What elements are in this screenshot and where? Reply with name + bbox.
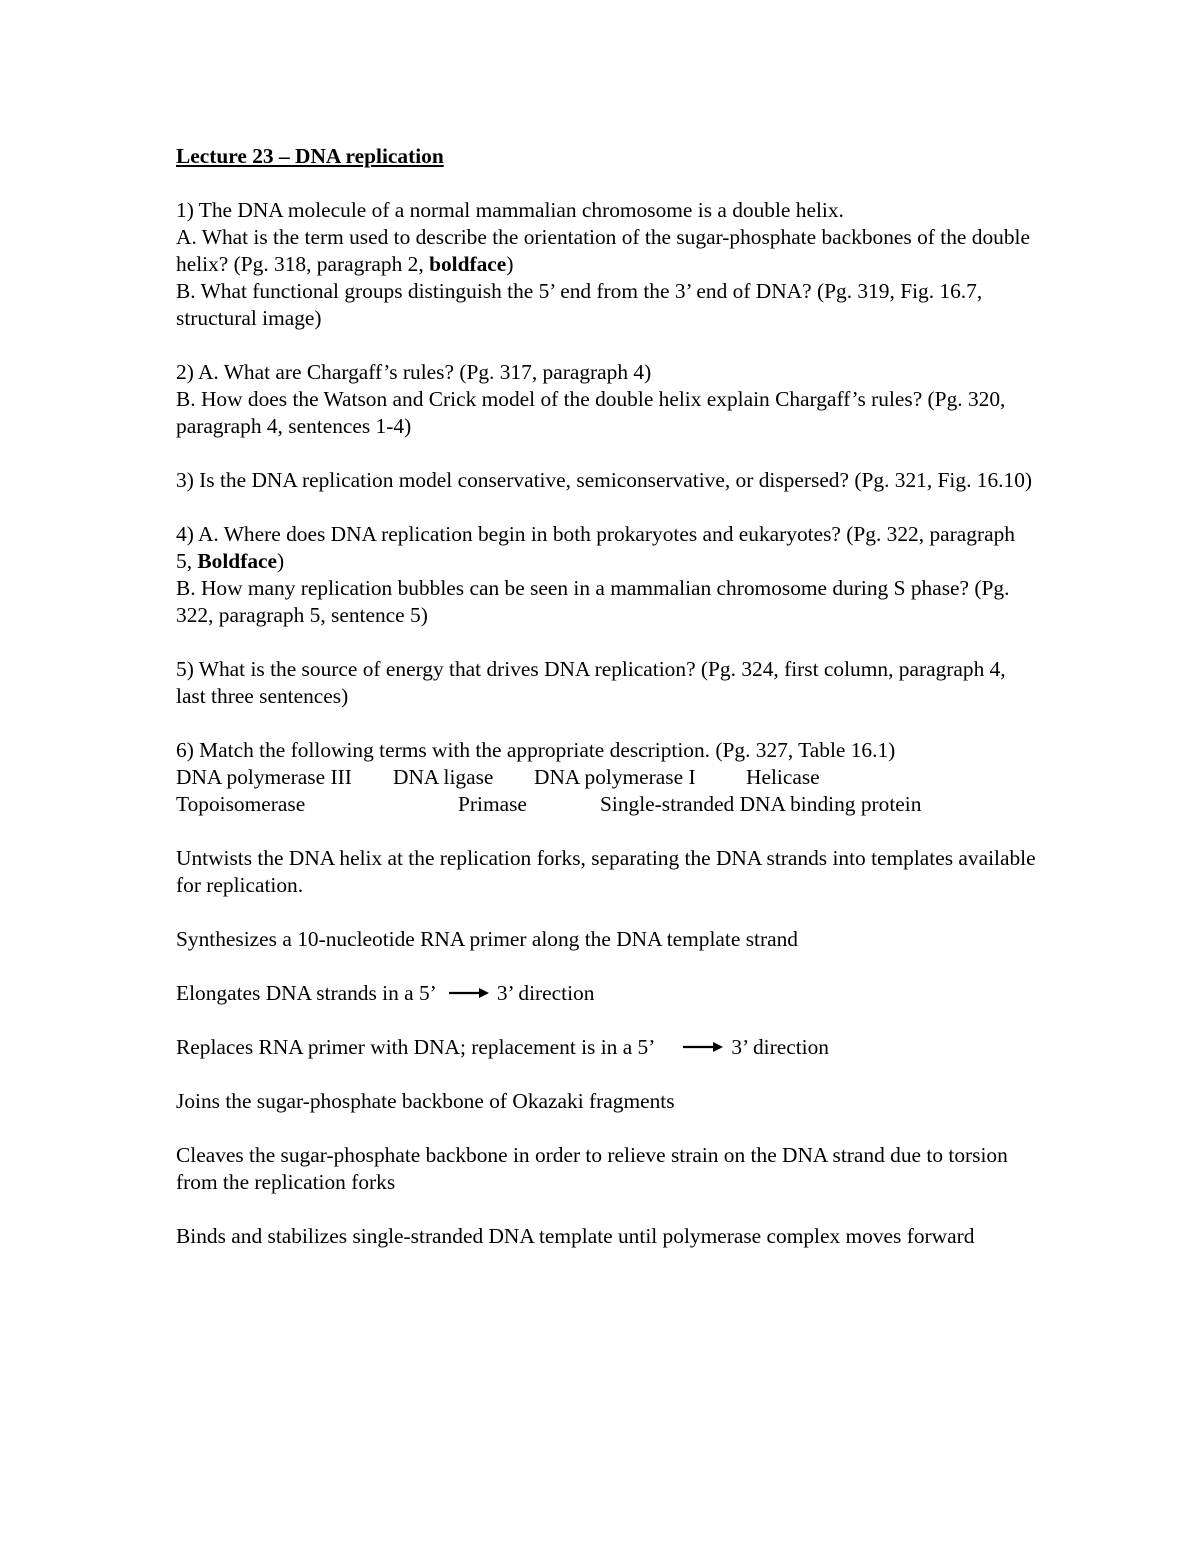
description-4-text: Replaces RNA primer with DNA; replacement is in a 5’: [176, 1035, 656, 1059]
right-arrow-icon: [449, 980, 489, 1007]
description-3-text: Elongates DNA strands in a 5’: [176, 981, 437, 1005]
terms-row-2: [176, 791, 1036, 818]
lecture-title: Lecture 23 – DNA replication: [176, 144, 444, 168]
description-5: [176, 1088, 1036, 1115]
question-4a-text: 4) A. Where does DNA replication begin in both prokaryotes and eukaryotes? (Pg. 322, paragraph 5,: [176, 522, 1015, 573]
question-2a: 2) A. What are Chargaff’s rules? (Pg. 317, paragraph 4): [176, 360, 652, 384]
question-1: [176, 197, 1036, 332]
question-1a-text: A. What is the term used to describe the orientation of the sugar-phosphate backbones of the double helix? (Pg. 318, paragraph 2,: [176, 225, 1030, 276]
question-3: [176, 467, 1036, 494]
description-2-text: Synthesizes a 10-nucleotide RNA primer along the DNA template strand: [176, 927, 798, 951]
question-4: [176, 521, 1036, 629]
description-3: [176, 980, 1036, 1007]
description-3-line: [176, 980, 1036, 1007]
term-dna-polymerase-i: DNA polymerase I: [534, 765, 696, 789]
terms-row-1: [176, 764, 1036, 791]
document-page: [176, 143, 1036, 1277]
question-6: [176, 737, 1036, 818]
question-5-text: 5) What is the source of energy that drives DNA replication? (Pg. 324, first column, paragraph 4, last three sentences): [176, 657, 1006, 708]
question-4b: B. How many replication bubbles can be seen in a mammalian chromosome during S phase? (Pg. 322, paragraph 5, sentence 5): [176, 576, 1010, 627]
description-4-direction: 3’ direction: [731, 1035, 829, 1059]
question-3-text: 3) Is the DNA replication model conservative, semiconservative, or dispersed? (Pg. 321, Fig. 16.10): [176, 468, 1033, 492]
question-4a-bold: Boldface: [197, 549, 277, 573]
question-5: [176, 656, 1036, 710]
right-arrow-icon: [683, 1034, 723, 1061]
description-5-text: Joins the sugar-phosphate backbone of Okazaki fragments: [176, 1089, 675, 1113]
term-primase: Primase: [458, 792, 527, 816]
question-1a-close: ): [506, 252, 514, 276]
question-1-stem: 1) The DNA molecule of a normal mammalian chromosome is a double helix.: [176, 198, 844, 222]
term-dna-ligase: DNA ligase: [393, 765, 494, 789]
description-4-line: [176, 1034, 1036, 1061]
question-1b: B. What functional groups distinguish the 5’ end from the 3’ end of DNA? (Pg. 319, Fig. 16.7, structural image): [176, 279, 983, 330]
description-7: [176, 1223, 1036, 1250]
description-7-text: Binds and stabilizes single-stranded DNA template until polymerase complex moves forward: [176, 1224, 975, 1248]
description-1: [176, 845, 1036, 899]
term-ssb-protein: Single-stranded DNA binding protein: [600, 792, 922, 816]
description-3-direction: 3’ direction: [496, 981, 595, 1005]
term-dna-polymerase-iii: DNA polymerase III: [176, 765, 352, 789]
question-2b: B. How does the Watson and Crick model of the double helix explain Chargaff’s rules? (Pg. 320, paragraph 4, sentences 1-4): [176, 387, 1006, 438]
question-1a: [176, 224, 1036, 278]
description-6-text: Cleaves the sugar-phosphate backbone in order to relieve strain on the DNA strand due to torsion from the replication forks: [176, 1143, 1008, 1194]
question-6-stem: 6) Match the following terms with the appropriate description. (Pg. 327, Table 16.1): [176, 738, 896, 762]
question-4a: [176, 521, 1036, 575]
description-1-text: Untwists the DNA helix at the replication forks, separating the DNA strands into templates available for replication.: [176, 846, 1036, 897]
question-2: [176, 359, 1036, 440]
term-topoisomerase: Topoisomerase: [176, 792, 306, 816]
term-helicase: Helicase: [746, 765, 820, 789]
description-2: [176, 926, 1036, 953]
description-4: [176, 1034, 1036, 1061]
description-6: [176, 1142, 1036, 1196]
question-4a-close: ): [277, 549, 285, 573]
question-1a-bold: boldface: [429, 252, 507, 276]
